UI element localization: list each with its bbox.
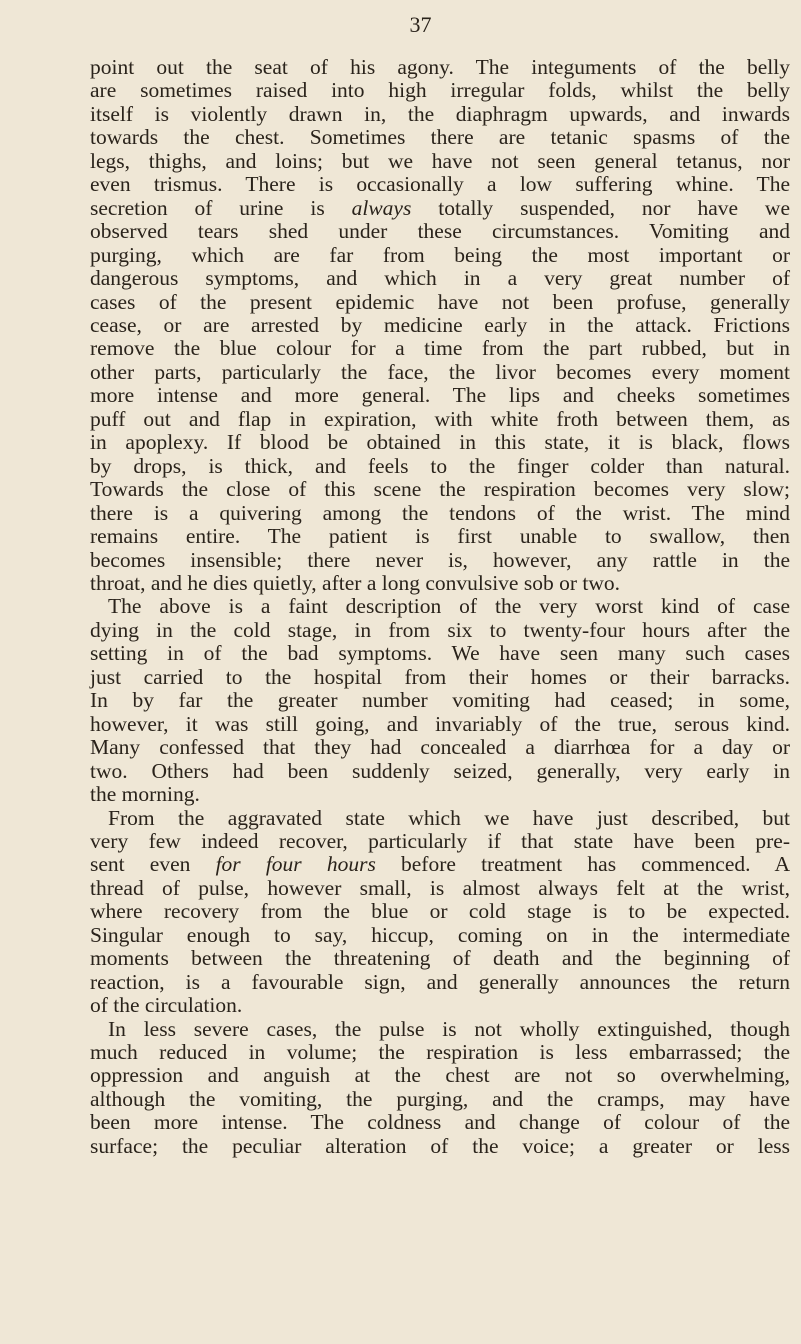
text-line: moments between the threatening of death and the beginning of (90, 946, 790, 971)
text-line: cease, or are arrested by medicine early in the attack. Frictions (90, 312, 790, 337)
text-line: there is a quivering among the tendons of the wrist. The mind (90, 500, 790, 525)
text-line: towards the chest. Sometimes there are tetanic spasms of the (90, 125, 790, 150)
text-line: surface; the peculiar alteration of the voice; a greater or less (90, 1133, 790, 1158)
text-line: in apoplexy. If blood be obtained in this state, it is black, flows (90, 430, 790, 455)
text-line: of the circulation. (90, 993, 243, 1018)
text-line: dying in the cold stage, in from six to twenty-four hours after the (90, 617, 790, 642)
text-line: In less severe cases, the pulse is not wholly extinguished, though (108, 1016, 790, 1041)
text-line: setting in of the bad symptoms. We have seen many such cases (90, 641, 790, 666)
text-line: oppression and anguish at the chest are not so overwhelming, (90, 1063, 790, 1088)
text-line: Many confessed that they had concealed a diarrhœa for a day or (90, 735, 790, 760)
text-line: From the aggravated state which we have just described, but (108, 805, 790, 830)
text-line: other parts, particularly the face, the livor becomes every moment (90, 359, 790, 384)
text-line: Singular enough to say, hiccup, coming on in the intermediate (90, 922, 790, 947)
text-line: are sometimes raised into high irregular folds, whilst the belly (90, 78, 790, 103)
body-text (90, 56, 790, 1158)
text-line: been more intense. The coldness and change of colour of the (90, 1110, 790, 1135)
text-line: just carried to the hospital from their homes or their barracks. (90, 664, 790, 689)
text-line: remains entire. The patient is first unable to swallow, then (90, 524, 790, 549)
text-line: however, it was still going, and invariably of the true, serous kind. (90, 711, 790, 736)
text-line: thread of pulse, however small, is almost always felt at the wrist, (90, 875, 790, 900)
text-line: dangerous symptoms, and which in a very great number of (90, 266, 790, 291)
text-line: itself is violently drawn in, the diaphragm upwards, and inwards (90, 101, 790, 126)
text-line: In by far the greater number vomiting had ceased; in some, (90, 688, 790, 713)
text-line: where recovery from the blue or cold stage is to be expected. (90, 899, 790, 924)
text-line: becomes insensible; there never is, however, any rattle in the (90, 547, 790, 572)
text-line: point out the seat of his agony. The integuments of the belly (90, 55, 790, 79)
text-line: very few indeed recover, particularly if that state have been pre- (90, 828, 790, 853)
text-line: by drops, is thick, and feels to the finger colder than natural. (90, 453, 790, 478)
text-line: The above is a faint description of the very worst kind of case (108, 594, 790, 619)
text-line: Towards the close of this scene the respiration becomes very slow; (90, 477, 790, 502)
text-line: reaction, is a favourable sign, and generally announces the return (90, 969, 790, 994)
page-number: 37 (409, 12, 432, 37)
text-line: legs, thighs, and loins; but we have not seen general tetanus, nor (90, 148, 790, 173)
text-line: secretion of urine is always totally suspended, nor have we (90, 195, 791, 220)
text-line: more intense and more general. The lips and cheeks sometimes (90, 383, 790, 408)
text-line: although the vomiting, the purging, and the cramps, may have (90, 1086, 790, 1111)
text-line: much reduced in volume; the respiration is less embarrassed; the (90, 1040, 790, 1065)
text-line: throat, and he dies quietly, after a long convulsive sob or two. (90, 570, 621, 595)
text-line: even trismus. There is occasionally a low suffering whine. The (90, 172, 790, 197)
text-line: purging, which are far from being the most important or (90, 242, 790, 267)
text-line: cases of the present epidemic have not been profuse, generally (90, 289, 790, 314)
text-line: two. Others had been suddenly seized, generally, very early in (90, 758, 790, 783)
text-line: observed tears shed under these circumstances. Vomiting and (90, 219, 790, 244)
text-line: remove the blue colour for a time from the part rubbed, but in (90, 336, 790, 361)
text-line: the morning. (90, 782, 200, 807)
text-line: sent even for four hours before treatment has commenced. A (90, 852, 790, 877)
text-line: puff out and flap in expiration, with white froth between them, as (90, 406, 790, 431)
